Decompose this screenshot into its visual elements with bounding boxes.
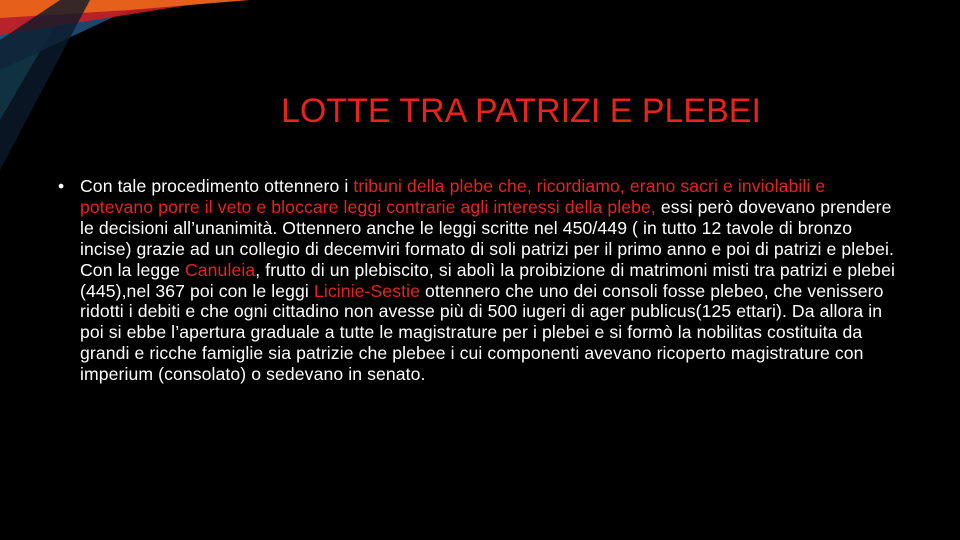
highlight-licinie-sestie: Licinie-Sestie	[313, 280, 420, 301]
slide-title: LOTTE TRA PATRIZI E PLEBEI	[281, 92, 761, 130]
text-segment: , frutto di un plebiscito, si abolì la proibizione di matrimoni misti tra patrizi e plebei (445),nel 367 poi con le leggi	[80, 259, 895, 301]
bullet-paragraph	[58, 176, 898, 385]
text-segment: Con tale procedimento ottennero i	[80, 176, 354, 196]
highlight-tribuni: tribuni della plebe che, ricordiamo, erano sacri e inviolabili e potevano porre il veto e bloccare leggi contrarie agli interessi della plebe,	[80, 176, 826, 217]
text-segment: ottennero che uno dei consoli fosse plebeo, che venissero ridotti i debiti e che ogni cittadino non avesse più di 500 iugeri di ager publicus(125 ettari). Da allora in poi si ebbe l’apertura graduale a tutte le magistrature per i plebei e si formò la nobilitas costituita da grandi e ricche famiglie sia patrizie che plebee i cui componenti avevano ricoperto magistrature con imperium (consolato) o sedevano in senato.	[80, 280, 884, 385]
corner-decoration	[0, 0, 260, 200]
text-segment: essi però dovevano prendere le decisioni all’unanimità. Ottennero anche le leggi scritte nel 450/449 ( in tutto 12 tavole di bronzo incise) grazie ad un collegio di decemviri formato di soli patrizi per il primo anno e poi di patrizi e plebei. Con la legge	[80, 196, 894, 280]
highlight-canuleia: Canuleia	[184, 259, 256, 280]
bullet-icon: •	[58, 176, 65, 196]
bullet-list	[58, 176, 898, 385]
